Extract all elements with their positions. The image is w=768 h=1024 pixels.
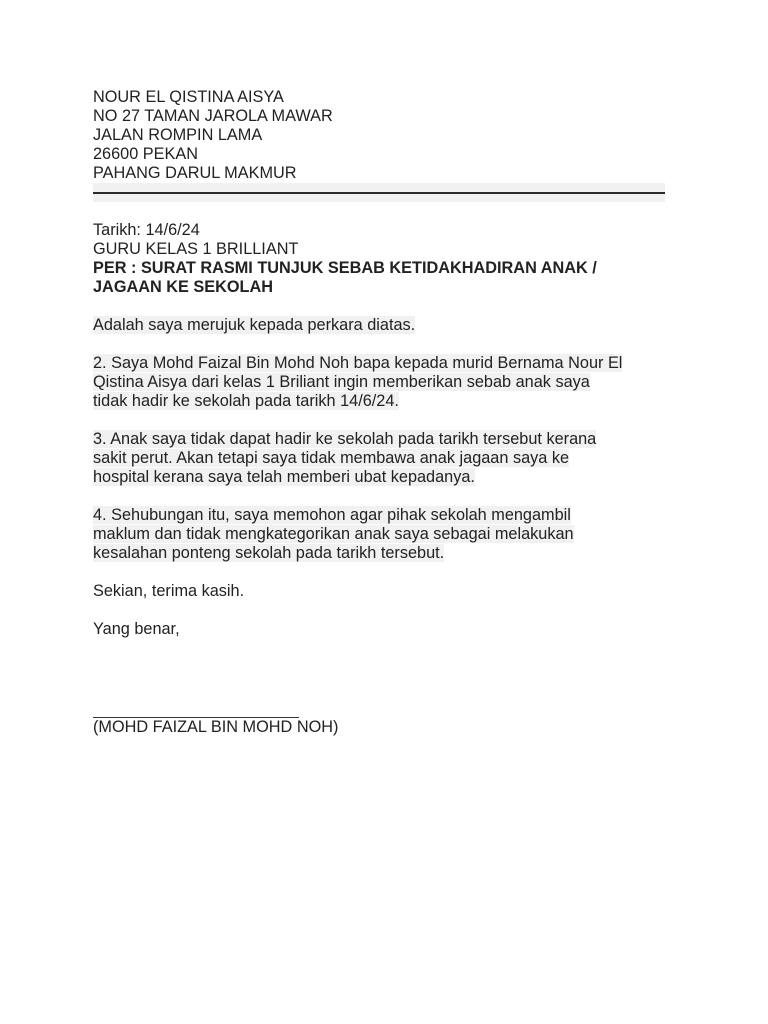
address-line-3: 26600 PEKAN <box>93 145 198 163</box>
closing <box>93 582 693 601</box>
subject-line-1: PER : SURAT RASMI TUNJUK SEBAB KETIDAKHADIRAN ANAK / <box>93 259 597 277</box>
separator-line <box>93 192 665 194</box>
paragraph-line: kesalahan ponteng sekolah pada tarikh tersebut. <box>93 544 445 562</box>
signature-block <box>93 718 693 737</box>
paragraph-line: Qistina Aisya dari kelas 1 Briliant ingin memberikan sebab anak saya <box>93 373 590 391</box>
address-line-2: JALAN ROMPIN LAMA <box>93 126 263 144</box>
subject-line-2: JAGAAN KE SEKOLAH <box>93 278 274 296</box>
paragraph-line: 4. Sehubungan itu, saya memohon agar pihak sekolah mengambil <box>93 506 571 524</box>
paragraph-line: 2. Saya Mohd Faizal Bin Mohd Noh bapa kepada murid Bernama Nour El <box>93 354 623 372</box>
sender-name: NOUR EL QISTINA AISYA <box>93 88 284 106</box>
letter-recipient: GURU KELAS 1 BRILLIANT <box>93 240 299 258</box>
closing-text: Sekian, terima kasih. <box>93 582 245 600</box>
paragraph-line: hospital kerana saya telah memberi ubat kepadanya. <box>93 468 475 486</box>
letter-header <box>93 221 693 297</box>
sender-address <box>93 88 693 183</box>
signoff <box>93 620 693 639</box>
paragraph-2 <box>93 354 693 411</box>
paragraph-4 <box>93 506 693 563</box>
paragraph-line: sakit perut. Akan tetapi saya tidak membawa anak jagaan saya ke <box>93 449 570 467</box>
paragraph-1 <box>93 316 693 335</box>
header-separator <box>93 183 665 202</box>
letter-page <box>93 88 693 737</box>
paragraph-line: 3. Anak saya tidak dapat hadir ke sekolah pada tarikh tersebut kerana <box>93 430 597 448</box>
signatory-name: (MOHD FAIZAL BIN MOHD NOH) <box>93 718 339 736</box>
address-line-1: NO 27 TAMAN JAROLA MAWAR <box>93 107 333 125</box>
signoff-text: Yang benar, <box>93 620 180 638</box>
paragraph-3 <box>93 430 693 487</box>
paragraph-line: Adalah saya merujuk kepada perkara diatas. <box>93 316 416 334</box>
address-line-4: PAHANG DARUL MAKMUR <box>93 164 297 182</box>
paragraph-line: tidak hadir ke sekolah pada tarikh 14/6/24. <box>93 392 399 410</box>
paragraph-line: maklum dan tidak mengkategorikan anak saya sebagai melakukan <box>93 525 574 543</box>
letter-date: Tarikh: 14/6/24 <box>93 221 200 239</box>
